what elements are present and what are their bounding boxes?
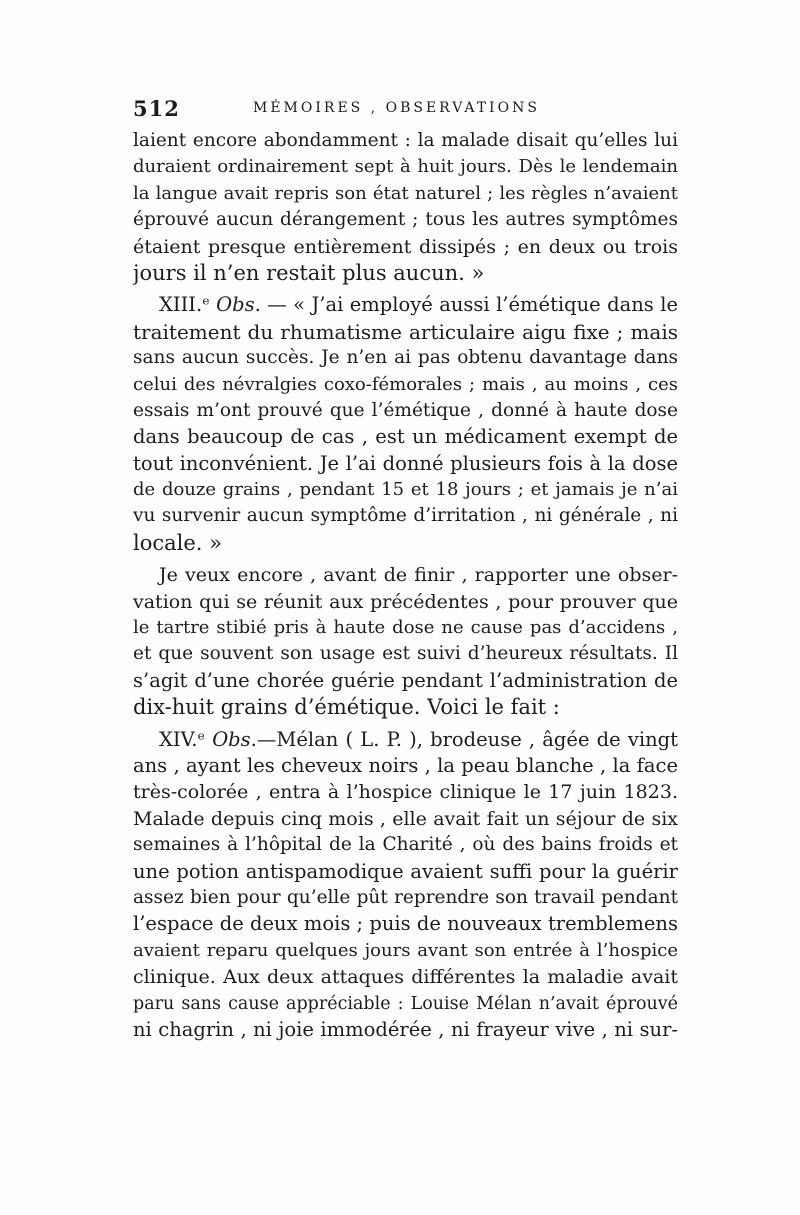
observation-text: — « J’ai employé aussi l’émétique dans le [260,293,678,317]
text-line: sans aucun succès. Je n’en ai pas obtenu davantage dans [133,347,678,369]
text-line: très-colorée , entra à l’hospice clinique le 17 juin 1823. [133,781,678,804]
observation-label: Obs. [216,293,261,317]
text-line: duraient ordinairement sept à huit jours. Dès le lendemain [133,156,678,178]
text-line: vation qui se réunit aux précédentes , pour prouver que [133,590,678,613]
text-line: dix-huit grains d’émétique. Voici le fait : [133,695,560,720]
body-text [133,128,678,1043]
text-line: avaient reparu quelques jours avant son entrée à l’hospice [133,939,678,961]
page-number: 512 [133,96,180,121]
text-line: étaient presque entièrement dissipés ; en deux ou trois [133,235,678,258]
text-line: la langue avait repris son état naturel ; les règles n’avaient [133,182,678,204]
text-line: clinique. Aux deux attaques différentes la maladie avait [133,966,678,989]
text-line: locale. » [133,530,222,555]
text-line: vu survenir aucun symptôme d’irritation , ni générale , ni [133,505,678,527]
text-line: de douze grains , pendant 15 et 18 jours ; et jamais je n’ai [133,479,678,501]
observation-label: Obs. [212,727,257,751]
text-line: une potion antispamodique avaient suffi pour la guérir [133,859,678,883]
text-line: tout inconvénient. Je l’ai donné plusieurs fois à la dose [133,451,678,475]
text-line: jours il n’en restait plus aucun. » [133,260,485,285]
text-line: traitement du rhumatisme articulaire aigu fixe ; mais [133,319,678,344]
text-line: s’agit d’une chorée guérie pendant l’administration de [133,668,678,692]
text-line: et que souvent son usage est suivi d’heureux résultats. Il [133,643,678,665]
observation-text: —Mélan ( L. P. ), brodeuse , âgée de vingt [256,727,678,751]
text-line: Je veux encore , avant de finir , rapporter une obser- [159,564,678,587]
text-line: éprouvé aucun dérangement ; tous les autres symptômes [133,209,678,231]
observation-heading-line [133,727,678,753]
text-line: essais m’ont prouvé que l’émétique , donné à haute dose [133,399,678,421]
text-line: laient encore abondamment : la malade disait qu’elles lui [133,130,678,151]
observation-heading-line [133,292,678,318]
page-header [133,96,678,120]
observation-number: XIII.ᵉ [159,293,217,317]
text-line: paru sans cause appréciable : Louise Mélan n’avait éprouvé [133,993,678,1014]
text-line: celui des névralgies coxo-fémorales ; mais , au moins , ces [133,373,678,395]
text-line: ni chagrin , ni joie immodérée , ni frayeur vive , ni sur- [133,1017,678,1041]
text-line: l’espace de deux mois ; puis de nouveaux tremblemens [133,912,678,936]
observation-number: XIV.ᵉ [159,727,213,751]
text-line: assez bien pour qu’elle pût reprendre son travail pendant [133,886,678,908]
text-line: dans beaucoup de cas , est un médicament exempt de [133,425,678,449]
running-head: MÉMOIRES , OBSERVATIONS [253,100,540,116]
text-line: Malade depuis cinq mois , elle avait fait un séjour de six [133,807,678,830]
text-line: le tartre stibié pris à haute dose ne cause pas d’accidens , [133,617,678,639]
text-line: semaines à l’hôpital de la Charité , où des bains froids et [133,834,678,856]
text-line: ans , ayant les cheveux noirs , la peau blanche , la face [133,753,678,777]
